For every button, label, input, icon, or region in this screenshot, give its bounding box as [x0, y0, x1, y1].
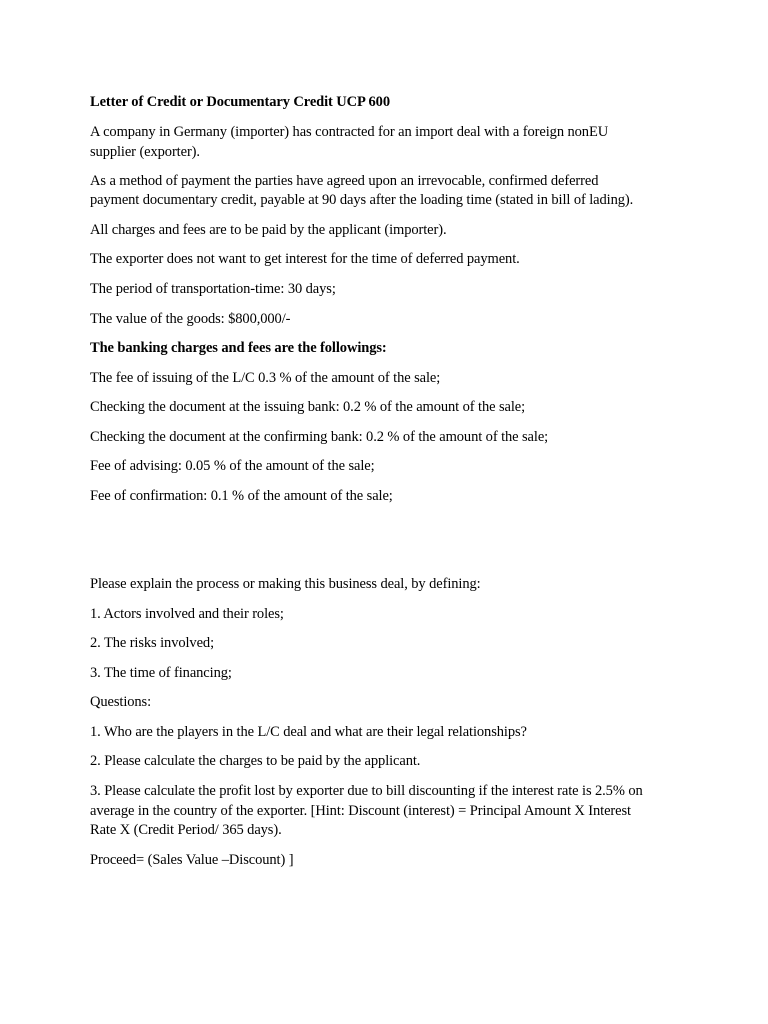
method-line-1: As a method of payment the parties have agreed upon an irrevocable, confirmed deferred [90, 173, 599, 189]
goods-value-line: The value of the goods: $800,000/- [90, 311, 291, 327]
document-title: Letter of Credit or Documentary Credit UCP 600 [90, 94, 390, 110]
fee-confirmation-line: Fee of confirmation: 0.1 % of the amount of the sale; [90, 488, 393, 504]
intro-line-1: A company in Germany (importer) has contracted for an import deal with a foreign nonEU [90, 124, 609, 140]
fees-heading: The banking charges and fees are the followings: [90, 340, 387, 356]
explain-line: Please explain the process or making this business deal, by defining: [90, 576, 481, 592]
question-1: 1. Who are the players in the L/C deal and what are their legal relationships? [90, 724, 527, 740]
list-item-actors: 1. Actors involved and their roles; [90, 606, 284, 622]
list-item-risks: 2. The risks involved; [90, 635, 214, 651]
interest-line: The exporter does not want to get interest for the time of deferred payment. [90, 251, 520, 267]
fee-advising-line: Fee of advising: 0.05 % of the amount of the sale; [90, 458, 375, 474]
list-item-financing: 3. The time of financing; [90, 665, 232, 681]
fee-issuing-line: The fee of issuing of the L/C 0.3 % of the amount of the sale; [90, 370, 441, 386]
fee-checking-confirming-line: Checking the document at the confirming bank: 0.2 % of the amount of the sale; [90, 429, 549, 445]
intro-line-2: supplier (exporter). [90, 144, 200, 160]
proceed-formula: Proceed= (Sales Value –Discount) ] [90, 852, 294, 868]
questions-heading: Questions: [90, 694, 152, 710]
transport-period-line: The period of transportation-time: 30 days; [90, 281, 336, 297]
charges-line: All charges and fees are to be paid by the applicant (importer). [90, 222, 447, 238]
question-3-line-2: average in the country of the exporter. [Hint: Discount (interest) = Principal Amount X Interest [90, 803, 631, 819]
question-3-line-3: Rate X (Credit Period/ 365 days). [90, 822, 282, 838]
question-3-line-1: 3. Please calculate the profit lost by exporter due to bill discounting if the interest rate is 2.5% on [90, 783, 643, 799]
fee-checking-issuing-line: Checking the document at the issuing bank: 0.2 % of the amount of the sale; [90, 399, 526, 415]
question-2: 2. Please calculate the charges to be paid by the applicant. [90, 753, 421, 769]
method-line-2: payment documentary credit, payable at 90 days after the loading time (stated in bill of lading). [90, 192, 634, 208]
